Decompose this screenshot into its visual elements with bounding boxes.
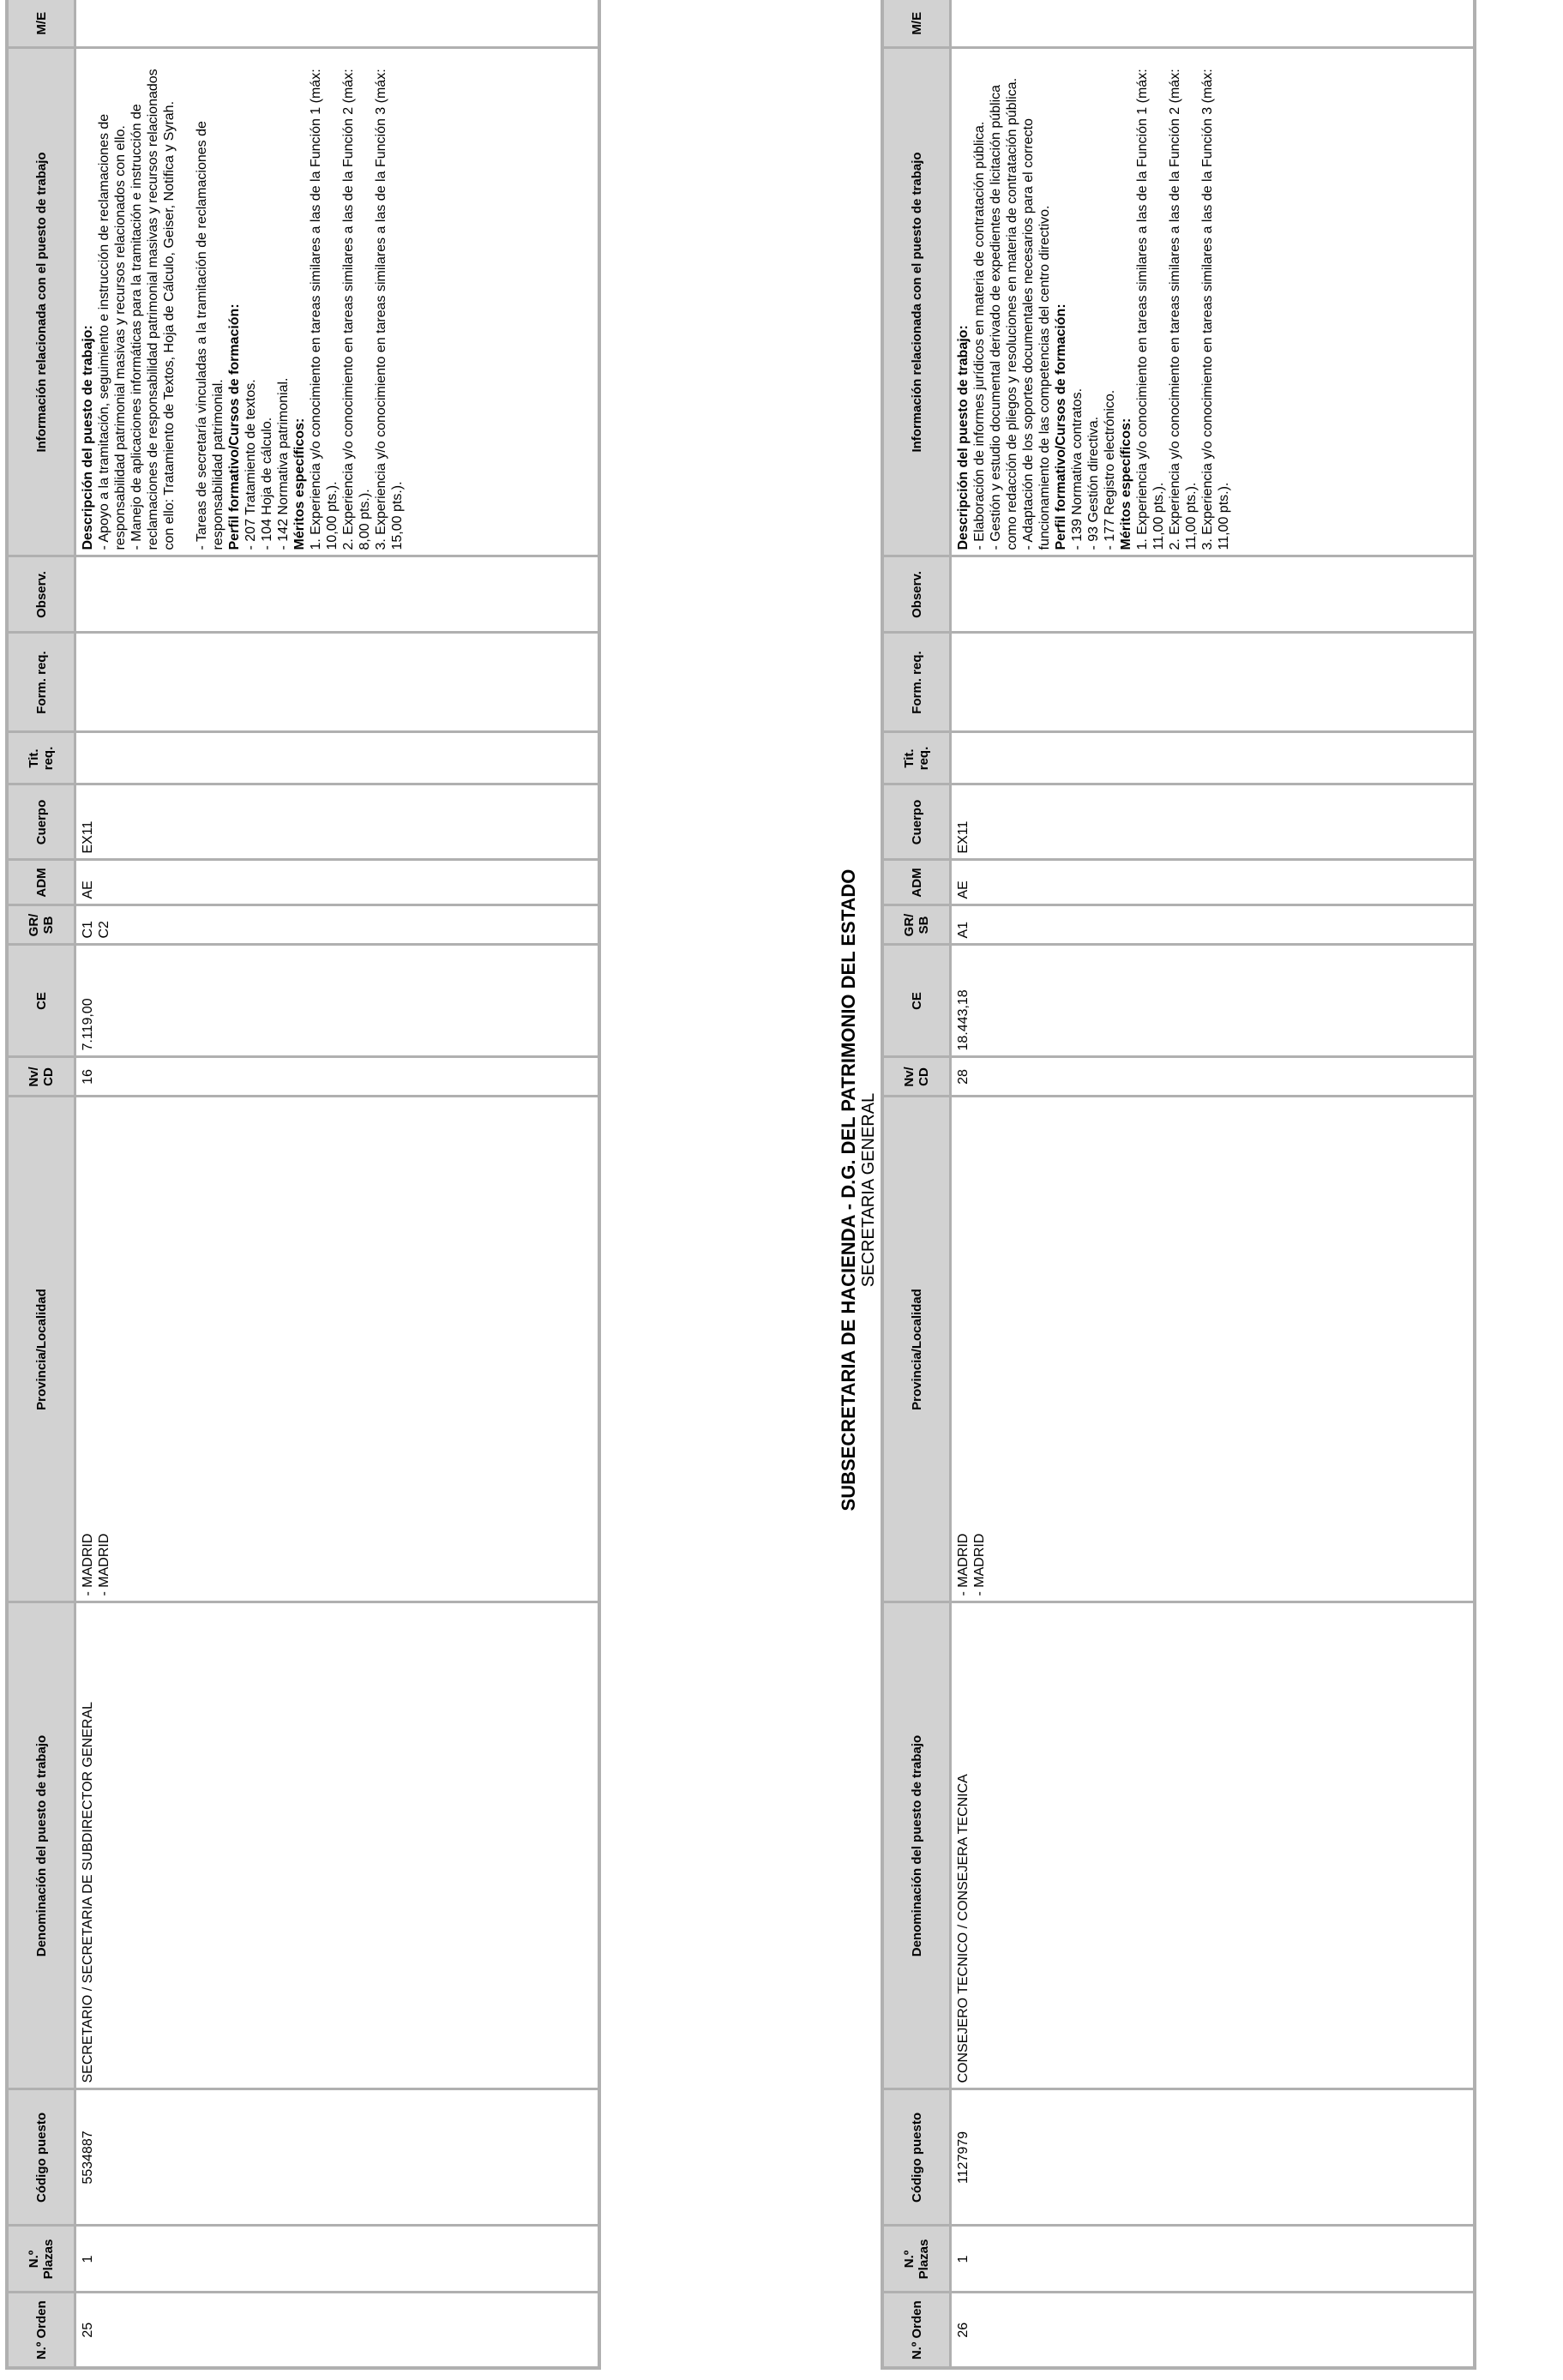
header-titulacion: Tit. req.: [882, 732, 951, 784]
merito-item: 3. Experiencia y/o conocimiento en tareas similares a las de la Función 3 (máx: 15,00 pts.).: [374, 64, 405, 550]
header-plazas: N.º Plazas: [7, 2226, 75, 2293]
job-table-1: [5, 0, 601, 2370]
cell-observaciones: [75, 556, 600, 633]
cell-ce: 7.119,00: [75, 945, 600, 1057]
perfil-item: - 142 Normativa patrimonial.: [276, 377, 291, 550]
header-me: M/E: [882, 0, 951, 48]
header-formacion: Form. req.: [882, 633, 951, 732]
merito-item: 2. Experiencia y/o conocimiento en tareas similares a las de la Función 2 (máx: 11,00 pts.).: [1168, 64, 1199, 550]
header-nivel: Nv/ CD: [7, 1057, 75, 1097]
cell-codigo: 5534887: [75, 2089, 600, 2226]
cell-orden: 26: [951, 2293, 1476, 2368]
cell-denominacion: SECRETARIO / SECRETARIA DE SUBDIRECTOR GENERAL: [75, 1602, 600, 2089]
descripcion-item: - Gestión y estudio documental derivado de expedientes de licitación pública como redacción de pliegos y resoluciones en materia de contratación pública.: [989, 77, 1019, 550]
perfil-title: Perfil formativo/Cursos de formación:: [227, 304, 242, 550]
cell-cuerpo: EX11: [75, 784, 600, 860]
merito-item: 2. Experiencia y/o conocimiento en tareas similares a las de la Función 2 (máx: 8,00 pts.).: [341, 64, 372, 550]
cell-formacion: [75, 633, 600, 732]
header-ce: CE: [7, 945, 75, 1057]
cell-me: [951, 0, 1476, 48]
job-table-2: [881, 0, 1476, 2370]
perfil-item: - 207 Tratamiento de textos.: [243, 379, 258, 550]
header-observaciones: Observ.: [7, 556, 75, 633]
header-grupo: GR/ SB: [882, 905, 951, 945]
cell-informacion: [75, 48, 600, 556]
header-provincia: Provincia/Localidad: [882, 1097, 951, 1602]
table-row: [75, 0, 600, 2368]
table-header-row: [7, 0, 75, 2368]
cell-provincia: [75, 1097, 600, 1602]
table-row: [951, 0, 1476, 2368]
merito-item: 1. Experiencia y/o conocimiento en tareas similares a las de la Función 1 (máx: 10,00 pts.).: [309, 64, 340, 550]
cell-orden: 25: [75, 2293, 600, 2368]
header-informacion: Información relacionada con el puesto de trabajo: [7, 48, 75, 556]
header-formacion: Form. req.: [7, 633, 75, 732]
header-ce: CE: [882, 945, 951, 1057]
cell-plazas: 1: [75, 2226, 600, 2293]
header-orden: N.º Orden: [882, 2293, 951, 2368]
perfil-item: - 139 Normativa contratos.: [1070, 388, 1085, 550]
descripcion-title: Descripción del puesto de trabajo:: [956, 325, 971, 550]
cell-nivel: 28: [951, 1057, 1476, 1097]
header-codigo: Código puesto: [7, 2089, 75, 2226]
header-titulacion: Tit. req.: [7, 732, 75, 784]
header-codigo: Código puesto: [882, 2089, 951, 2226]
header-denominacion: Denominación del puesto de trabajo: [882, 1602, 951, 2089]
header-plazas: N.º Plazas: [882, 2226, 951, 2293]
cell-observaciones: [951, 556, 1476, 633]
header-nivel: Nv/ CD: [882, 1057, 951, 1097]
meritos-title: Méritos específicos:: [1119, 418, 1133, 550]
blank-line: [177, 55, 194, 550]
merito-item: 1. Experiencia y/o conocimiento en tareas similares a las de la Función 1 (máx: 11,00 pts.).: [1135, 64, 1166, 550]
cell-codigo: 1127979: [951, 2089, 1476, 2226]
header-adm: ADM: [882, 860, 951, 905]
descripcion-item: - Manejo de aplicaciones informáticas para la tramitación e instrucción de reclamaciones de responsabilidad patrimonial masivas y recursos relacionados con ello: Tratamiento de Textos, Hoja de Cálculo, Geiser, Notifica y Syrah.: [129, 64, 177, 550]
header-cuerpo: Cuerpo: [882, 784, 951, 860]
header-me: M/E: [7, 0, 75, 48]
descripcion-item: - Apoyo a la tramitación, seguimiento e instrucción de reclamaciones de responsabilidad patrimonial masivas y recursos relacionados con ello.: [97, 110, 128, 550]
section-subtitle: SECRETARIA GENERAL: [859, 1092, 878, 1288]
header-adm: ADM: [7, 860, 75, 905]
cell-adm: AE: [75, 860, 600, 905]
localidad-line: - MADRID: [972, 1533, 987, 1596]
descripcion-title: Descripción del puesto de trabajo:: [81, 325, 95, 550]
cell-formacion: [951, 633, 1476, 732]
cell-adm: AE: [951, 860, 1476, 905]
header-denominacion: Denominación del puesto de trabajo: [7, 1602, 75, 2089]
meritos-title: Méritos específicos:: [292, 418, 307, 550]
localidad-line: - MADRID: [97, 1533, 111, 1596]
descripcion-item: - Adaptación de los soportes documentales necesarios para el correcto funcionamiento de las competencias del centro directivo.: [1021, 114, 1052, 550]
cell-plazas: 1: [951, 2226, 1476, 2293]
grupo-line: C1: [81, 921, 95, 939]
section-title: SUBSECRETARIA DE HACIENDA - D.G. DEL PATRIMONIO DEL ESTADO: [838, 868, 859, 1512]
descripcion-item: - Tareas de secretaría vinculadas a la tramitación de reclamaciones de responsabilidad patrimonial.: [195, 117, 225, 550]
cell-ce: 18.443,18: [951, 945, 1476, 1057]
perfil-item: - 104 Hoja de cálculo.: [260, 417, 274, 550]
header-cuerpo: Cuerpo: [7, 784, 75, 860]
perfil-item: - 177 Registro electrónico.: [1103, 389, 1117, 550]
cell-denominacion: CONSEJERO TECNICO / CONSEJERA TECNICA: [951, 1602, 1476, 2089]
provincia-line: - MADRID: [956, 1533, 971, 1596]
header-orden: N.º Orden: [7, 2293, 75, 2368]
header-observaciones: Observ.: [882, 556, 951, 633]
header-grupo: GR/ SB: [7, 905, 75, 945]
cell-titulacion: [75, 732, 600, 784]
descripcion-item: - Elaboración de informes jurídicos en materia de contratación pública.: [972, 121, 987, 550]
cell-grupo: [951, 905, 1476, 945]
cell-nivel: 16: [75, 1057, 600, 1097]
perfil-title: Perfil formativo/Cursos de formación:: [1054, 304, 1068, 550]
cell-grupo: [75, 905, 600, 945]
cell-me: [75, 0, 600, 48]
cell-cuerpo: EX11: [951, 784, 1476, 860]
header-informacion: Información relacionada con el puesto de trabajo: [882, 48, 951, 556]
header-provincia: Provincia/Localidad: [7, 1097, 75, 1602]
merito-item: 3. Experiencia y/o conocimiento en tareas similares a las de la Función 3 (máx: 11,00 pts.).: [1200, 64, 1231, 550]
cell-provincia: [951, 1097, 1476, 1602]
cell-titulacion: [951, 732, 1476, 784]
grupo-line: A1: [956, 921, 971, 939]
grupo-line: C2: [97, 921, 111, 939]
perfil-item: - 93 Gestión directiva.: [1086, 416, 1101, 550]
table-header-row: [882, 0, 951, 2368]
provincia-line: - MADRID: [81, 1533, 95, 1596]
cell-informacion: [951, 48, 1476, 556]
